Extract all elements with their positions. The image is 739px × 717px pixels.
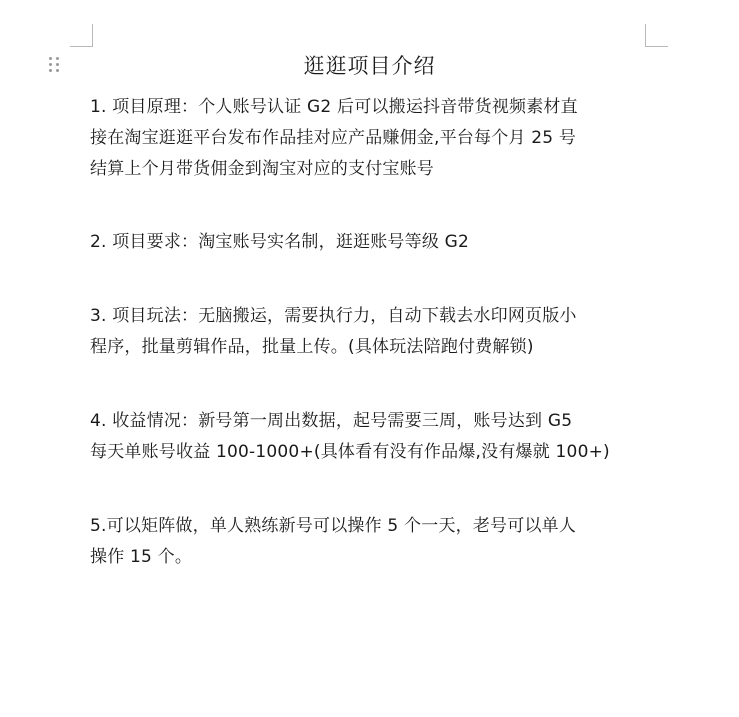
text-line: 操作 15 个。 xyxy=(90,547,193,567)
text-line: 结算上个月带货佣金到淘宝对应的支付宝账号 xyxy=(90,159,434,179)
paragraph-spacer xyxy=(90,185,660,227)
section-requirements xyxy=(90,227,660,258)
document-title: 逛逛项目介绍 xyxy=(303,54,436,78)
text-line: 接在淘宝逛逛平台发布作品挂对应产品赚佣金,平台每个月 25 号 xyxy=(90,128,577,148)
text-line: 3. 项目玩法：无脑搬运，需要执行力，自动下载去水印网页版小 xyxy=(90,306,577,326)
page-corner-mark-top-left xyxy=(70,24,93,47)
text-line: 程序，批量剪辑作品，批量上传。(具体玩法陪跑付费解锁) xyxy=(90,337,534,357)
text-line: 2. 项目要求：淘宝账号实名制，逛逛账号等级 G2 xyxy=(90,232,470,252)
document-body xyxy=(90,92,660,573)
section-gameplay xyxy=(90,301,660,363)
text-line: 每天单账号收益 100-1000+(具体看有没有作品爆,没有爆就 100+) xyxy=(90,442,610,462)
section-earnings xyxy=(90,406,660,468)
text-line: 4. 收益情况：新号第一周出数据，起号需要三周，账号达到 G5 xyxy=(90,411,573,431)
section-matrix xyxy=(90,511,660,573)
page-corner-mark-top-right xyxy=(645,24,668,47)
text-line: 5.可以矩阵做，单人熟练新号可以操作 5 个一天，老号可以单人 xyxy=(90,516,577,536)
paragraph-spacer xyxy=(90,363,660,406)
paragraph-spacer xyxy=(90,468,660,511)
section-principle xyxy=(90,92,660,185)
text-line: 1. 项目原理：个人账号认证 G2 后可以搬运抖音带货视频素材直 xyxy=(90,97,578,117)
paragraph-spacer xyxy=(90,258,660,301)
